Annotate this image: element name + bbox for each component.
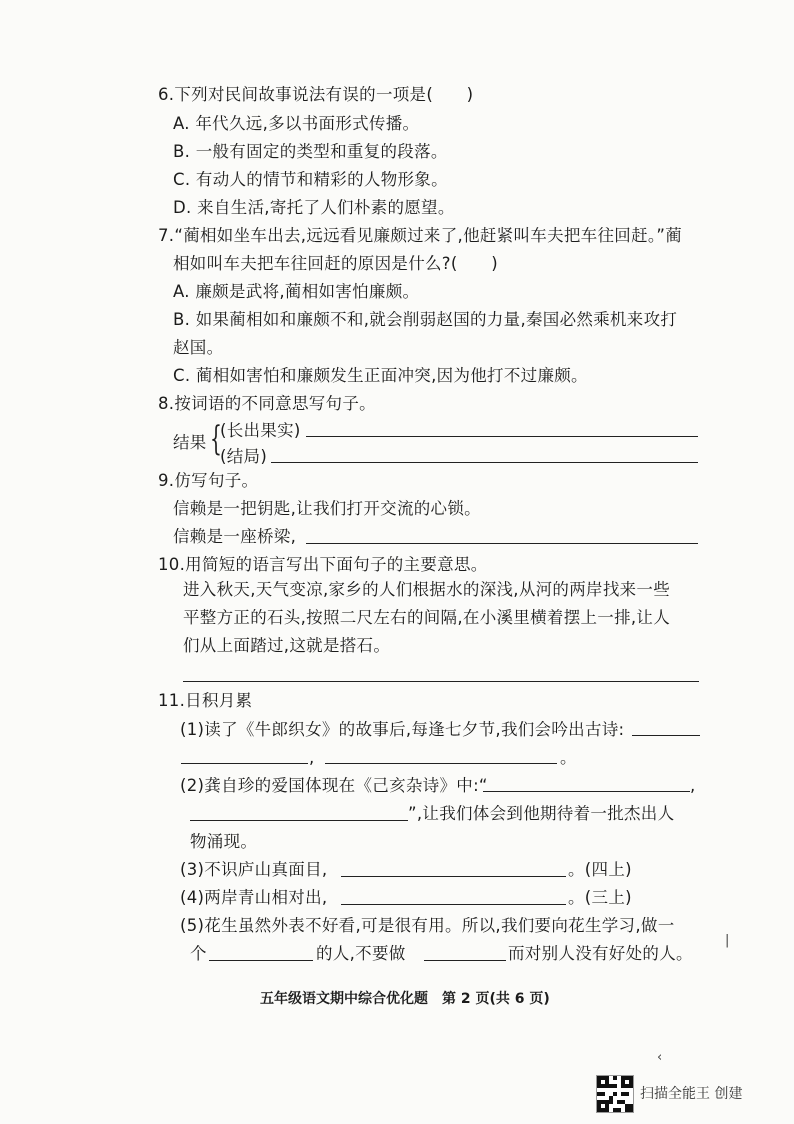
q11-item2-line3: 物涌现。 — [190, 832, 258, 851]
q11-item4-end: 。(三上) — [568, 888, 632, 907]
q7-stem-line2: 相如叫车夫把车往回赶的原因是什么?( ) — [173, 254, 498, 273]
q11-item1-blank-a[interactable] — [632, 735, 700, 736]
scanner-watermark: 扫描全能王 创建 — [640, 1086, 743, 1102]
q11-item5-part3: 而对别人没有好处的人。 — [508, 944, 693, 963]
q11-item4: (4)两岸青山相对出, — [180, 888, 328, 907]
q8-stem: 8.按词语的不同意思写句子。 — [158, 394, 376, 413]
q7-option-b-line1: B. 如果蔺相如和廉颇不和,就会削弱赵国的力量,秦国必然乘机来攻打 — [173, 310, 678, 329]
q7-option-b-line2: 赵国。 — [173, 338, 224, 357]
q8-word: 结果 — [173, 433, 207, 452]
q6-option-d: D. 来自生活,寄托了人们朴素的愿望。 — [173, 198, 455, 217]
q10-passage-line1: 进入秋天,天气变凉,家乡的人们根据水的深浅,从河的两岸找来一些 — [183, 580, 671, 599]
q11-item1-blank-c[interactable] — [325, 763, 557, 764]
q9-answer-line[interactable] — [306, 543, 698, 544]
q11-item5-part2: 的人,不要做 — [316, 944, 406, 963]
q9-example: 信赖是一把钥匙,让我们打开交流的心锁。 — [173, 499, 481, 518]
q8-sense2: (结局) — [220, 447, 268, 466]
page-footer: 五年级语文期中综合优化题 第 2 页(共 6 页) — [260, 991, 550, 1007]
q11-item3-end: 。(四上) — [568, 860, 632, 879]
q9-prompt: 信赖是一座桥梁, — [173, 527, 297, 546]
scan-speck: ‹ — [657, 1050, 663, 1065]
q11-item1-line1: (1)读了《牛郎织女》的故事后,每逢七夕节,我们会吟出古诗: — [180, 720, 625, 739]
q11-item3: (3)不识庐山真面目, — [180, 860, 328, 879]
q10-passage-line3: 们从上面踏过,这就是搭石。 — [183, 636, 391, 655]
q11-item4-blank[interactable] — [341, 904, 566, 905]
q11-item1-end: 。 — [560, 748, 577, 767]
q7-stem-line1: 7.“蔺相如坐车出去,远远看见廉颇过来了,他赶紧叫车夫把车往回赶。”蔺 — [158, 226, 683, 245]
q6-option-c: C. 有动人的情节和精彩的人物形象。 — [173, 170, 448, 189]
q11-item5-line1: (5)花生虽然外表不好看,可是很有用。所以,我们要向花生学习,做一 — [180, 916, 675, 935]
q11-item5-blank-a[interactable] — [209, 960, 313, 961]
q10-stem: 10.用简短的语言写出下面句子的主要意思。 — [158, 555, 488, 574]
q10-answer-line[interactable] — [183, 681, 699, 682]
scan-mark: | — [725, 933, 730, 948]
q11-stem: 11.日积月累 — [158, 691, 253, 710]
q11-item2-blank-a[interactable] — [483, 791, 690, 792]
q10-passage-line2: 平整方正的石头,按照二尺左右的间隔,在小溪里横着摆上一排,让人 — [183, 608, 671, 627]
q11-item5-part1: 个 — [190, 944, 207, 963]
q11-item1-blank-b[interactable] — [181, 763, 308, 764]
q11-item2-comma: , — [690, 776, 696, 795]
q11-item5-blank-b[interactable] — [424, 960, 506, 961]
q8-answer-line-1[interactable] — [306, 436, 698, 437]
qr-code-icon — [596, 1075, 634, 1113]
q11-item2-line1: (2)龚自珍的爱国体现在《己亥杂诗》中:“ — [180, 776, 488, 795]
q7-option-c: C. 蔺相如害怕和廉颇发生正面冲突,因为他打不过廉颇。 — [173, 366, 588, 385]
q6-stem: 6.下列对民间故事说法有误的一项是( ) — [158, 85, 474, 104]
q6-option-a: A. 年代久远,多以书面形式传播。 — [173, 114, 420, 133]
brace-icon: { — [210, 419, 222, 459]
q11-item3-blank[interactable] — [341, 876, 566, 877]
q8-sense1: (长出果实) — [220, 421, 301, 440]
q11-item2-blank-b[interactable] — [190, 820, 408, 821]
q8-answer-line-2[interactable] — [271, 462, 698, 463]
q11-item2-line2: ”,让我们体会到他期待着一批杰出人 — [408, 804, 675, 823]
q9-stem: 9.仿写句子。 — [158, 471, 259, 490]
q7-option-a: A. 廉颇是武将,蔺相如害怕廉颇。 — [173, 282, 420, 301]
q11-item1-sep: , — [309, 748, 315, 767]
q6-option-b: B. 一般有固定的类型和重复的段落。 — [173, 142, 448, 161]
